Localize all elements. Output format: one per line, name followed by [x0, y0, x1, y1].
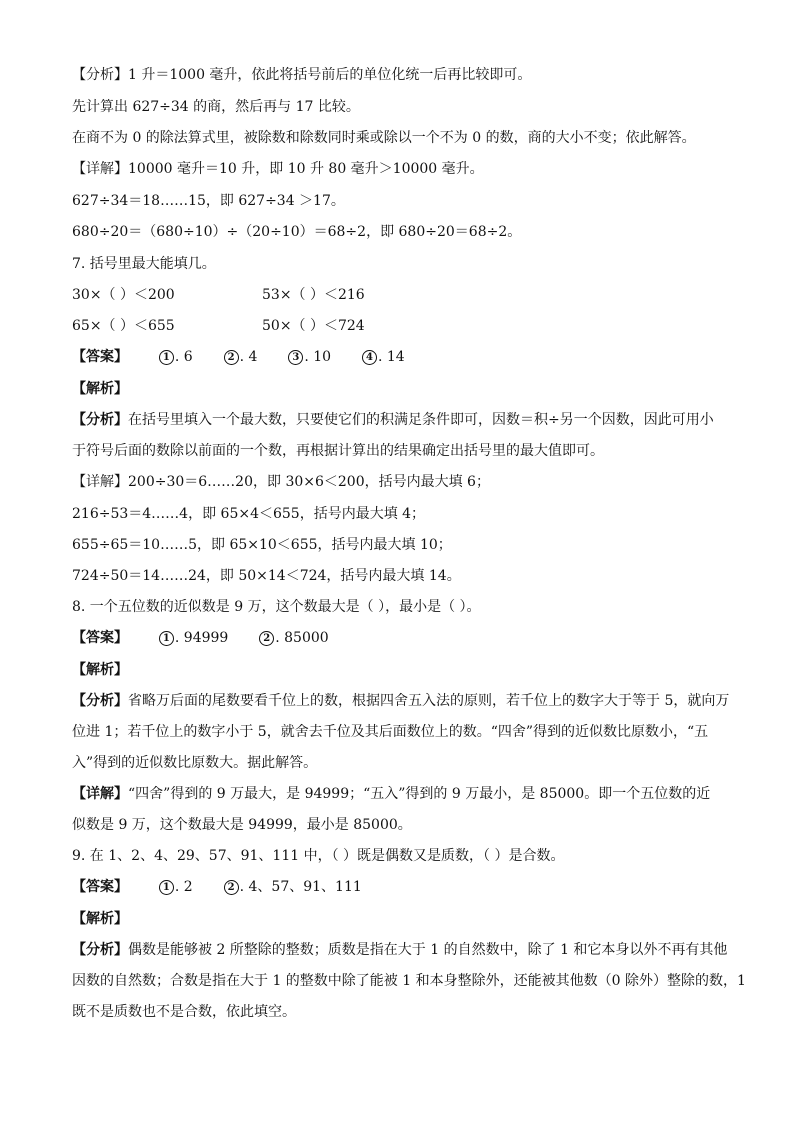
circled-number: 1 — [159, 631, 174, 646]
analysis-line — [72, 692, 729, 710]
question-title: 9. 在 1、2、4、29、57、91、111 中，（ ）既是偶数又是质数，（ ）是合数。 — [72, 848, 565, 864]
analysis-line: 于符号后面的数除以前面的一个数，再根据计算出的结果确定出括号里的最大值即可。 — [72, 443, 604, 459]
analysis-line: 入”得到的近似数比原数大。据此解答。 — [72, 755, 318, 771]
analysis-line: 位进 1；若千位上的数字小于 5，就舍去千位及其后面数位上的数。“四舍”得到的近似数比原数小，“五 — [72, 724, 709, 740]
circled-number: 2 — [224, 880, 239, 895]
answer-item — [224, 879, 362, 895]
detail-line: 似数是 9 万，这个数最大是 94999，最小是 85000。 — [72, 817, 412, 833]
explanation-label: 【解析】 — [72, 381, 128, 397]
q7-row2-left: 65×（ ）＜655 — [72, 318, 175, 334]
q6-detail-line: 【详解】10000 毫升＝10 升，即 10 升 80 毫升＞10000 毫升。 — [72, 161, 484, 177]
answer-item — [288, 349, 331, 365]
analysis-text: 偶数是能够被 2 所整除的整数；质数是指在大于 1 的自然数中，除了 1 和它本身以外不再有其他 — [128, 942, 728, 958]
analysis-text: 在括号里填入一个最大数，只要使它们的积满足条件即可，因数＝积÷另一个因数，因此可用小 — [128, 412, 714, 428]
answer-item — [159, 879, 193, 895]
answer-item — [159, 630, 228, 646]
circled-number: 4 — [362, 350, 377, 365]
answer-value: . 2 — [174, 879, 193, 895]
analysis-line — [72, 411, 714, 429]
explanation-label: 【解析】 — [72, 911, 128, 927]
answer-row — [72, 348, 405, 366]
circled-number: 1 — [159, 350, 174, 365]
answer-row — [72, 629, 329, 647]
q6-detail-line: 680÷20＝（680÷10）÷（20÷10）＝68÷2，即 680÷20＝68÷2。 — [72, 224, 522, 240]
q7-row2-right: 50×（ ）＜724 — [262, 318, 365, 334]
analysis-line — [72, 941, 727, 959]
detail-line: 724÷50＝14……24，即 50×14＜724，括号内最大填 14。 — [72, 568, 461, 584]
analysis-label: 【分析】 — [72, 412, 128, 428]
analysis-line: 因数的自然数；合数是指在大于 1 的整数中除了能被 1 和本身整除外，还能被其他数（0 除外）整除的数，1 — [72, 973, 746, 989]
circled-number: 1 — [159, 880, 174, 895]
answer-item — [259, 630, 328, 646]
q6-analysis-line: 【分析】1 升＝1000 毫升，依此将括号前后的单位化统一后再比较即可。 — [72, 67, 532, 83]
answer-value: . 6 — [174, 349, 193, 365]
detail-text: 200÷30＝6……20，即 30×6＜200，括号内最大填 6； — [128, 474, 490, 490]
detail-text: “四舍”得到的 9 万最大，是 94999；“五入”得到的 9 万最小，是 85000。即一个五位数的近 — [128, 786, 711, 802]
analysis-label: 【分析】 — [72, 693, 128, 709]
explanation-label: 【解析】 — [72, 662, 128, 678]
q6-analysis-line: 在商不为 0 的除法算式里，被除数和除数同时乘或除以一个不为 0 的数，商的大小不变；依此解答。 — [72, 130, 696, 146]
question-title: 8. 一个五位数的近似数是 9 万，这个数最大是（ ），最小是（ ）。 — [72, 599, 481, 615]
q7-row1-right: 53×（ ）＜216 — [262, 287, 365, 303]
detail-line: 655÷65＝10……5，即 65×10＜655，括号内最大填 10； — [72, 537, 452, 553]
answer-item — [159, 349, 193, 365]
answer-item — [224, 349, 258, 365]
answer-value: . 4、57、91、111 — [239, 879, 362, 895]
detail-label: 【详解】 — [72, 786, 128, 802]
answer-value: . 4 — [239, 349, 258, 365]
answer-value: . 85000 — [275, 630, 329, 646]
circled-number: 3 — [288, 350, 303, 365]
detail-line — [72, 473, 490, 491]
answer-label: 【答案】 — [72, 630, 128, 646]
answer-value: . 10 — [304, 349, 332, 365]
detail-line: 216÷53＝4……4，即 65×4＜655，括号内最大填 4； — [72, 506, 426, 522]
analysis-label: 【分析】 — [72, 942, 128, 958]
analysis-line: 既不是质数也不是合数，依此填空。 — [72, 1004, 296, 1020]
q6-analysis-line: 先计算出 627÷34 的商，然后再与 17 比较。 — [72, 99, 360, 115]
circled-number: 2 — [224, 350, 239, 365]
answer-value: . 94999 — [174, 630, 229, 646]
detail-line — [72, 785, 710, 803]
detail-label: 【详解】 — [72, 474, 128, 490]
analysis-text: 省略万后面的尾数要看千位上的数，根据四舍五入法的原则，若千位上的数字大于等于 5，就向万 — [128, 693, 730, 709]
answer-label: 【答案】 — [72, 349, 128, 365]
answer-item — [362, 349, 405, 365]
circled-number: 2 — [259, 631, 274, 646]
answer-label: 【答案】 — [72, 879, 128, 895]
answer-value: . 14 — [377, 349, 405, 365]
question-title: 7. 括号里最大能填几。 — [72, 256, 216, 272]
q7-row1-left: 30×（ ）＜200 — [72, 287, 175, 303]
q6-detail-line: 627÷34＝18……15，即 627÷34 ＞17。 — [72, 193, 345, 209]
answer-row — [72, 878, 362, 896]
